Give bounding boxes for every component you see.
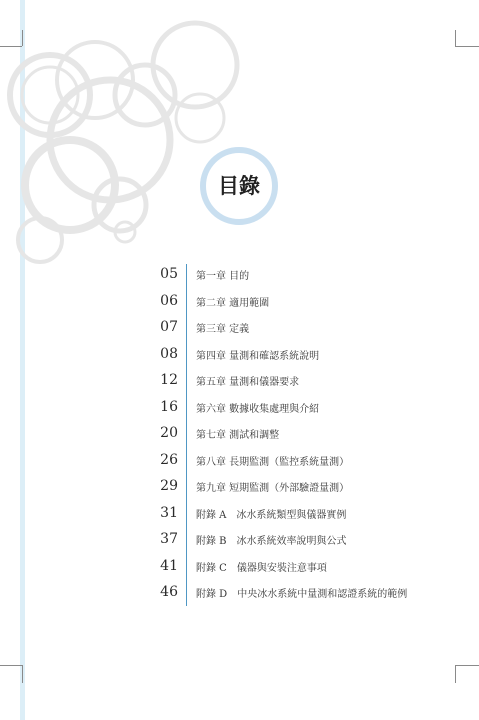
toc-entry-label: 第九章 短期監測（外部驗證量測） (196, 483, 350, 494)
toc-entry[interactable] (150, 395, 440, 421)
toc-entry-label: 附錄 C 儀器與安裝注意事項 (196, 562, 327, 574)
toc-entry-label: 第一章 目的 (196, 271, 250, 282)
toc-page-number: 05 (160, 266, 178, 282)
toc-page-number: 06 (160, 292, 178, 309)
toc-entry[interactable] (150, 368, 440, 394)
toc-entry-label: 第七章 測試和調整 (196, 430, 280, 441)
toc-page-number: 12 (160, 372, 178, 388)
toc-entry[interactable] (150, 315, 440, 341)
toc-entry-label: 第六章 數據收集處理與介紹 (196, 403, 320, 415)
page-title: 目錄 (218, 174, 260, 198)
toc-entry[interactable] (150, 342, 440, 368)
toc-page-number: 41 (160, 557, 178, 574)
toc-page-number: 46 (160, 584, 178, 600)
toc-page-number: 16 (160, 398, 178, 415)
toc-entry[interactable] (150, 448, 440, 474)
toc-entry-label: 附錄 D 中央冰水系統中量測和認證系統的範例 (196, 589, 408, 600)
toc-entry-label: 第五章 量測和儀器要求 (196, 377, 300, 388)
toc-page-number: 29 (160, 478, 178, 494)
toc-entry-label: 第三章 定義 (196, 324, 250, 335)
toc-entry[interactable] (150, 474, 440, 500)
toc-entry-label: 第八章 長期監測（監控系統量測） (196, 456, 350, 468)
toc-entry-label: 附錄 A 冰水系統類型與儀器實例 (196, 509, 347, 521)
toc-entry[interactable] (150, 501, 440, 527)
toc-page-number: 08 (160, 345, 178, 362)
toc-entry[interactable] (150, 289, 440, 315)
toc-page-number: 26 (160, 451, 178, 468)
toc-entry[interactable] (150, 421, 440, 447)
toc-entry-label: 附錄 B 冰水系統效率說明與公式 (196, 536, 347, 547)
toc-page-number: 37 (160, 531, 178, 547)
toc-entry[interactable] (150, 527, 440, 553)
toc-entry-label: 第四章 量測和確認系統說明 (196, 350, 320, 362)
toc-entry-label: 第二章 適用範圍 (196, 297, 270, 309)
toc-entry[interactable] (150, 580, 440, 606)
toc-entry[interactable] (150, 262, 440, 288)
toc-page-number: 31 (160, 504, 178, 521)
toc-page-number: 20 (160, 425, 178, 441)
toc-page-number: 07 (160, 319, 178, 335)
toc-entry[interactable] (150, 554, 440, 580)
